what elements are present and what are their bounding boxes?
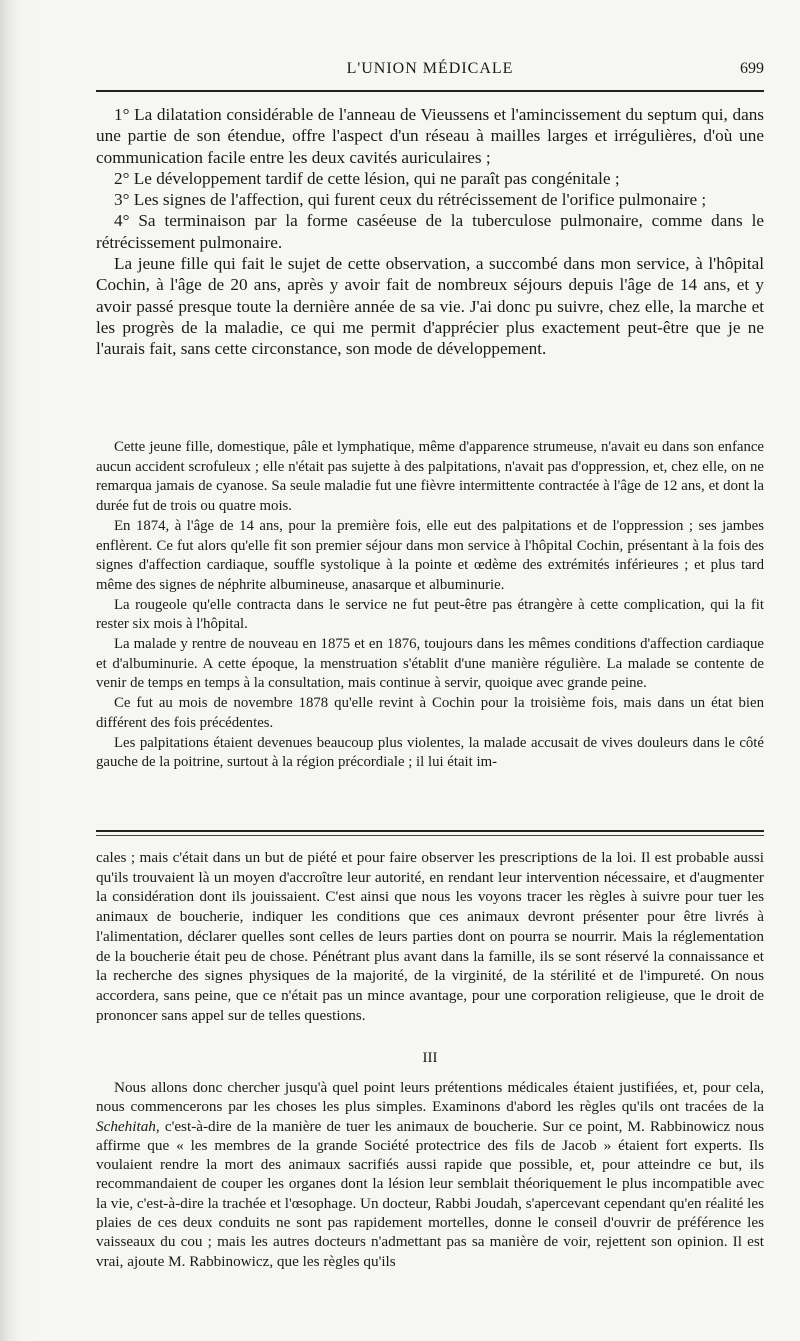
feuilleton-section-text — [96, 1078, 764, 1271]
paragraph: 1° La dilatation considérable de l'anneau de Vieussens et l'amincissement du septum qui, dans une partie de son étendue, offre l'aspect d'un réseau à mailles larges et irrégulières, d'où une communication facile entre les deux cavités auriculaires ; — [96, 105, 764, 167]
paragraph: En 1874, à l'âge de 14 ans, pour la première fois, elle eut des palpitations et de l'oppression ; ses jambes enflèrent. Ce fut alors qu'elle fit son premier séjour dans mon service à l'hôpital Cochin, présentant à la fois des signes d'affection cardiaque, souffle systolique à la pointe et œdème des extrémités inférieures ; et plus tard même des signes de néphrite albumineuse, anasarque et albuminurie. — [96, 517, 764, 593]
paragraph: Cette jeune fille, domestique, pâle et lymphatique, même d'apparence strumeuse, n'avait eu dans son enfance aucun accident scrofuleux ; elle n'était pas sujette à des palpitations, n'avait pas d'oppression, et, chez elle, on ne remarqua jamais de cyanose. Sa seule maladie fut une fièvre intermittente contractée à l'âge de 12 ans, et dont la durée fut de trois ou quatre mois. — [96, 439, 764, 515]
paragraph: La rougeole qu'elle contracta dans le service ne fut peut-être pas étrangère à cette complication, qui la fit rester six mois à l'hôpital. — [96, 596, 764, 633]
italic-term: Schehitah — [96, 1117, 156, 1135]
running-header — [96, 58, 764, 86]
paragraph: La jeune fille qui fait le sujet de cette observation, a succombé dans mon service, à l'hôpital Cochin, à l'âge de 20 ans, après y avoir fait de nombreux séjours depuis l'âge de 14 ans, et y avoir passé presque toute la dernière année de sa vie. J'ai donc pu suivre, chez elle, la marche et les progrès de la maladie, ce qui me permit d'apprécier plus exactement peut-être que je ne l'aurais fait, sans cette circonstance, son mode de développement. — [96, 254, 764, 359]
paragraph: 2° Le développement tardif de cette lésion, qui ne paraît pas congénitale ; — [114, 168, 620, 188]
paragraph: La malade y rentre de nouveau en 1875 et en 1876, toujours dans les mêmes conditions d'affection cardiaque et d'albuminurie. A cette époque, la menstruation s'établit d'une manière régulière. La malade se contente de venir de temps en temps à la consultation, mais continue à servir, quoique avec grande peine. — [96, 636, 764, 692]
paragraph — [96, 1078, 764, 1271]
main-text — [96, 104, 764, 360]
header-rule — [96, 90, 764, 92]
feuilleton-separator — [96, 830, 764, 832]
text-run: Nous allons donc chercher jusqu'à quel point leurs prétentions médicales étaient justifiées, et, pour cela, nous commencerons par les choses les plus simples. Examinons d'abord les règles qu'ils ont tracées de la — [96, 1079, 764, 1116]
paragraph: 3° Les signes de l'affection, qui furent ceux du rétrécissement de l'orifice pulmonaire ; — [114, 190, 707, 210]
journal-title: L'UNION MÉDICALE — [346, 60, 514, 77]
paragraph: Ce fut au mois de novembre 1878 qu'elle revint à Cochin pour la troisième fois, mais dans un état bien différent des fois précédentes. — [96, 695, 764, 731]
page-number: 699 — [740, 60, 764, 77]
case-observation — [96, 438, 764, 773]
feuilleton-text — [96, 848, 764, 1025]
paragraph: Les palpitations étaient devenues beaucoup plus violentes, la malade accusait de vives douleurs dans le côté gauche de la poitrine, surtout à la région précordiale ; il lui était im- — [96, 734, 764, 771]
paragraph: cales ; mais c'était dans un but de piété et pour faire observer les prescriptions de la loi. Il est probable aussi qu'ils trouvaient là un moyen d'accroître leur autorité, en rendant leur intervention nécessaire, et d'augmenter la considération dont ils jouissaient. C'est ainsi que nous les voyons tracer les règles à suivre pour tuer les animaux de boucherie, indiquer les conditions que ces animaux devront présenter pour être livrés à l'alimentation, déclarer quelles sont celles de leurs parties dont on pourra se nourrir. Mais la réglementation de la boucherie était peu de chose. Pénétrant plus avant dans la famille, ils se sont réservé la connaissance et la recherche des signes physiques de la majorité, de la virginité, de la stérilité et de l'impureté. On nous accordera, sans peine, que ce n'était pas un mince avantage, pour une corporation religieuse, que le droit de prononcer sans appel sur de telles questions. — [96, 849, 764, 1024]
text-run: , c'est-à-dire de la manière de tuer les animaux de boucherie. Sur ce point, M. Rabbinowicz nous affirme que « les membres de la grande Société protectrice des fils de Jacob » étaient fort experts. Ils voulaient rendre la mort des animaux sacrifiés aussi rapide que possible, et, pour atteindre ce but, ils recommandaient de couper les organes dont la lésion leur semblait théoriquement le plus incompatible avec la vie, c'est-à-dire la trachée et l'œsophage. Un docteur, Rabbi Joudah, s'apercevant cependant qu'en réalité les plaies de ces deux conduits ne sont pas rapidement mortelles, donne le conseil d'ouvrir de préférence les vaisseaux du cou ; mais les autres docteurs n'admettant pas sa manière de voir, rejettent son opinion. Il est vrai, ajoute M. Rabbinowicz, que les règles qu'ils — [96, 1117, 764, 1270]
feuilleton-separator-thin — [96, 835, 764, 836]
paragraph: 4° Sa terminaison par la forme caséeuse de la tuberculose pulmonaire, comme dans le rétrécissement pulmonaire. — [96, 211, 764, 252]
section-heading: III — [422, 1050, 438, 1066]
